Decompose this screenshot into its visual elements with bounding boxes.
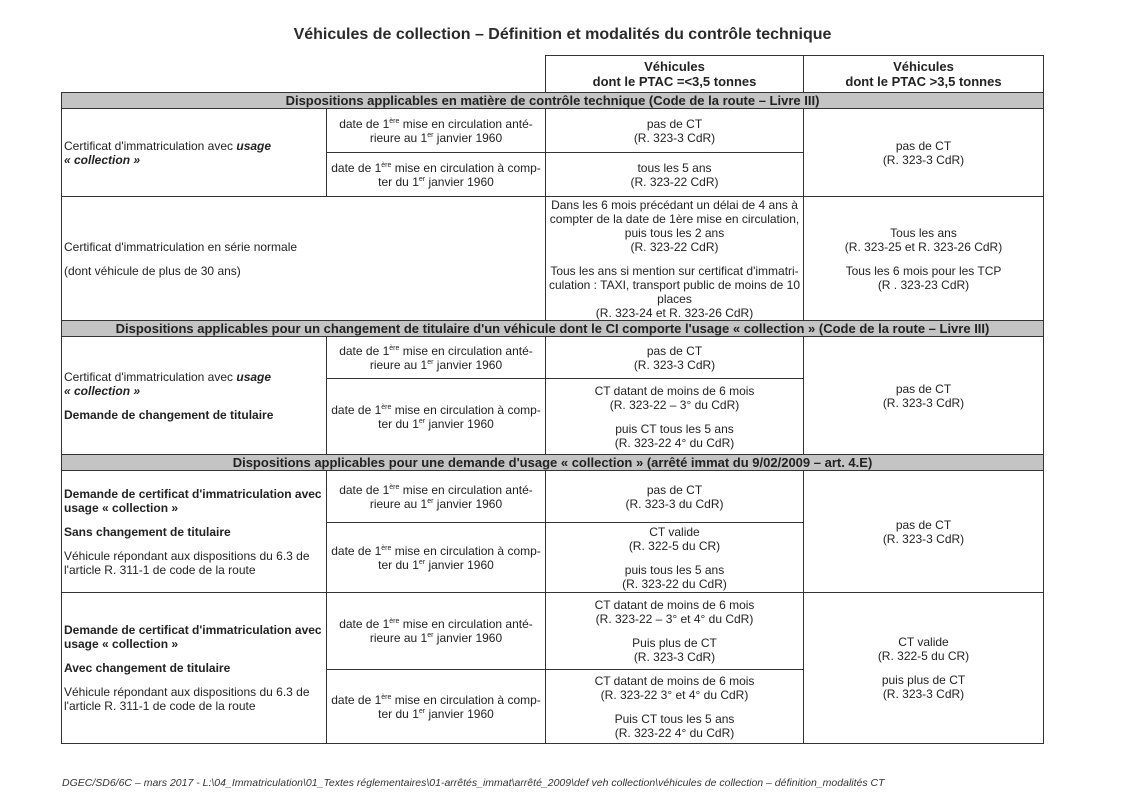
date-after-1960: date de 1ère mise en circulation à comp- ter du 1er janvier 1960 [327,523,546,593]
cell-under-after-1960: CT datant de moins de 6 mois (R. 323-22 3° et 4° du CdR) Puis CT tous les 5 ans (R. 323-22 4° du CdR) [546,670,804,744]
row-label-sans-changement: Demande de certificat d'immatriculation avec usage « collection » Sans changement de titulaire Véhicule répondant aux dispositions du 6.3 de l'article R. 311-1 de code de la route [62,471,327,593]
row-label-usage-collection: Certificat d'immatriculation avec usage « collection » [62,109,327,197]
cell-under-after-1960: tous les 5 ans (R. 323-22 CdR) [546,153,804,197]
section-band-demande-usage: Dispositions applicables pour une demande d'usage « collection » (arrêté immat du 9/02/2009 – art. 4.E) [62,455,1044,471]
row-label-serie-normale: Certificat d'immatriculation en série normale (dont véhicule de plus de 30 ans) [62,197,546,321]
date-before-1960: date de 1ère mise en circulation anté- rieure au 1er janvier 1960 [327,471,546,523]
date-before-1960: date de 1ère mise en circulation anté- rieure au 1er janvier 1960 [327,337,546,379]
header-spacer [62,56,546,93]
cell-under-serie-normale: Dans les 6 mois précédant un délai de 4 ans à compter de la date de 1ère mise en circulation, puis tous les 2 ans (R. 323-22 CdR) Tous les ans si mention sur certificat d'immatri- culation : TAXI, transport public de moins de 10 places (R. 323-24 et R. 323-26 CdR) [546,197,804,321]
ct-table [61,55,1044,744]
cell-over-avec-changement: CT valide (R. 322-5 du CR) puis plus de CT (R. 323-3 CdR) [804,593,1044,744]
cell-over-serie-normale: Tous les ans (R. 323-25 et R. 323-26 CdR) Tous les 6 mois pour les TCP (R . 323-23 CdR) [804,197,1044,321]
cell-under-before-1960: pas de CT (R. 323-3 CdR) [546,337,804,379]
cell-under-after-1960: CT valide (R. 322-5 du CR) puis tous les 5 ans (R. 323-22 du CdR) [546,523,804,593]
cell-under-before-1960: pas de CT (R. 323-3 CdR) [546,109,804,153]
header-ptac-under-3-5: Véhicules dont le PTAC =<3,5 tonnes [546,56,804,93]
footer-path: DGEC/SD6/6C – mars 2017 - L:\04_Immatriculation\01_Textes réglementaires\01-arrêtés_immat\arrêté_2009\def veh collection\véhicules de collection – définition_modalités CT [62,777,885,789]
cell-under-before-1960: CT datant de moins de 6 mois (R. 323-22 – 3° et 4° du CdR) Puis plus de CT (R. 323-3 CdR) [546,593,804,670]
section-band-changement-titulaire: Dispositions applicables pour un changement de titulaire d'un véhicule dont le CI comporte l'usage « collection » (Code de la route – Livre III) [62,321,1044,337]
cell-under-before-1960: pas de CT (R. 323-3 du CdR) [546,471,804,523]
date-after-1960: date de 1ère mise en circulation à comp- ter du 1er janvier 1960 [327,379,546,455]
section-band-controle-technique: Dispositions applicables en matière de contrôle technique (Code de la route – Livre III) [62,93,1044,109]
row-label-changement-titulaire: Certificat d'immatriculation avec usage « collection » Demande de changement de titulaire [62,337,327,455]
row-label-avec-changement: Demande de certificat d'immatriculation avec usage « collection » Avec changement de titulaire Véhicule répondant aux dispositions du 6.3 de l'article R. 311-1 de code de la route [62,593,327,744]
cell-over-changement-titulaire: pas de CT (R. 323-3 CdR) [804,337,1044,455]
cell-under-after-1960: CT datant de moins de 6 mois (R. 323-22 – 3° du CdR) puis CT tous les 5 ans (R. 323-22 4° du CdR) [546,379,804,455]
date-after-1960: date de 1ère mise en circulation à comp- ter du 1er janvier 1960 [327,670,546,744]
header-ptac-over-3-5: Véhicules dont le PTAC >3,5 tonnes [804,56,1044,93]
document-title: Véhicules de collection – Définition et modalités du contrôle technique [293,26,832,43]
date-before-1960: date de 1ère mise en circulation anté- rieure au 1er janvier 1960 [327,593,546,670]
date-after-1960: date de 1ère mise en circulation à comp- ter du 1er janvier 1960 [327,153,546,197]
cell-over-usage-collection: pas de CT (R. 323-3 CdR) [804,109,1044,197]
cell-over-sans-changement: pas de CT (R. 323-3 CdR) [804,471,1044,593]
date-before-1960: date de 1ère mise en circulation anté- rieure au 1er janvier 1960 [327,109,546,153]
